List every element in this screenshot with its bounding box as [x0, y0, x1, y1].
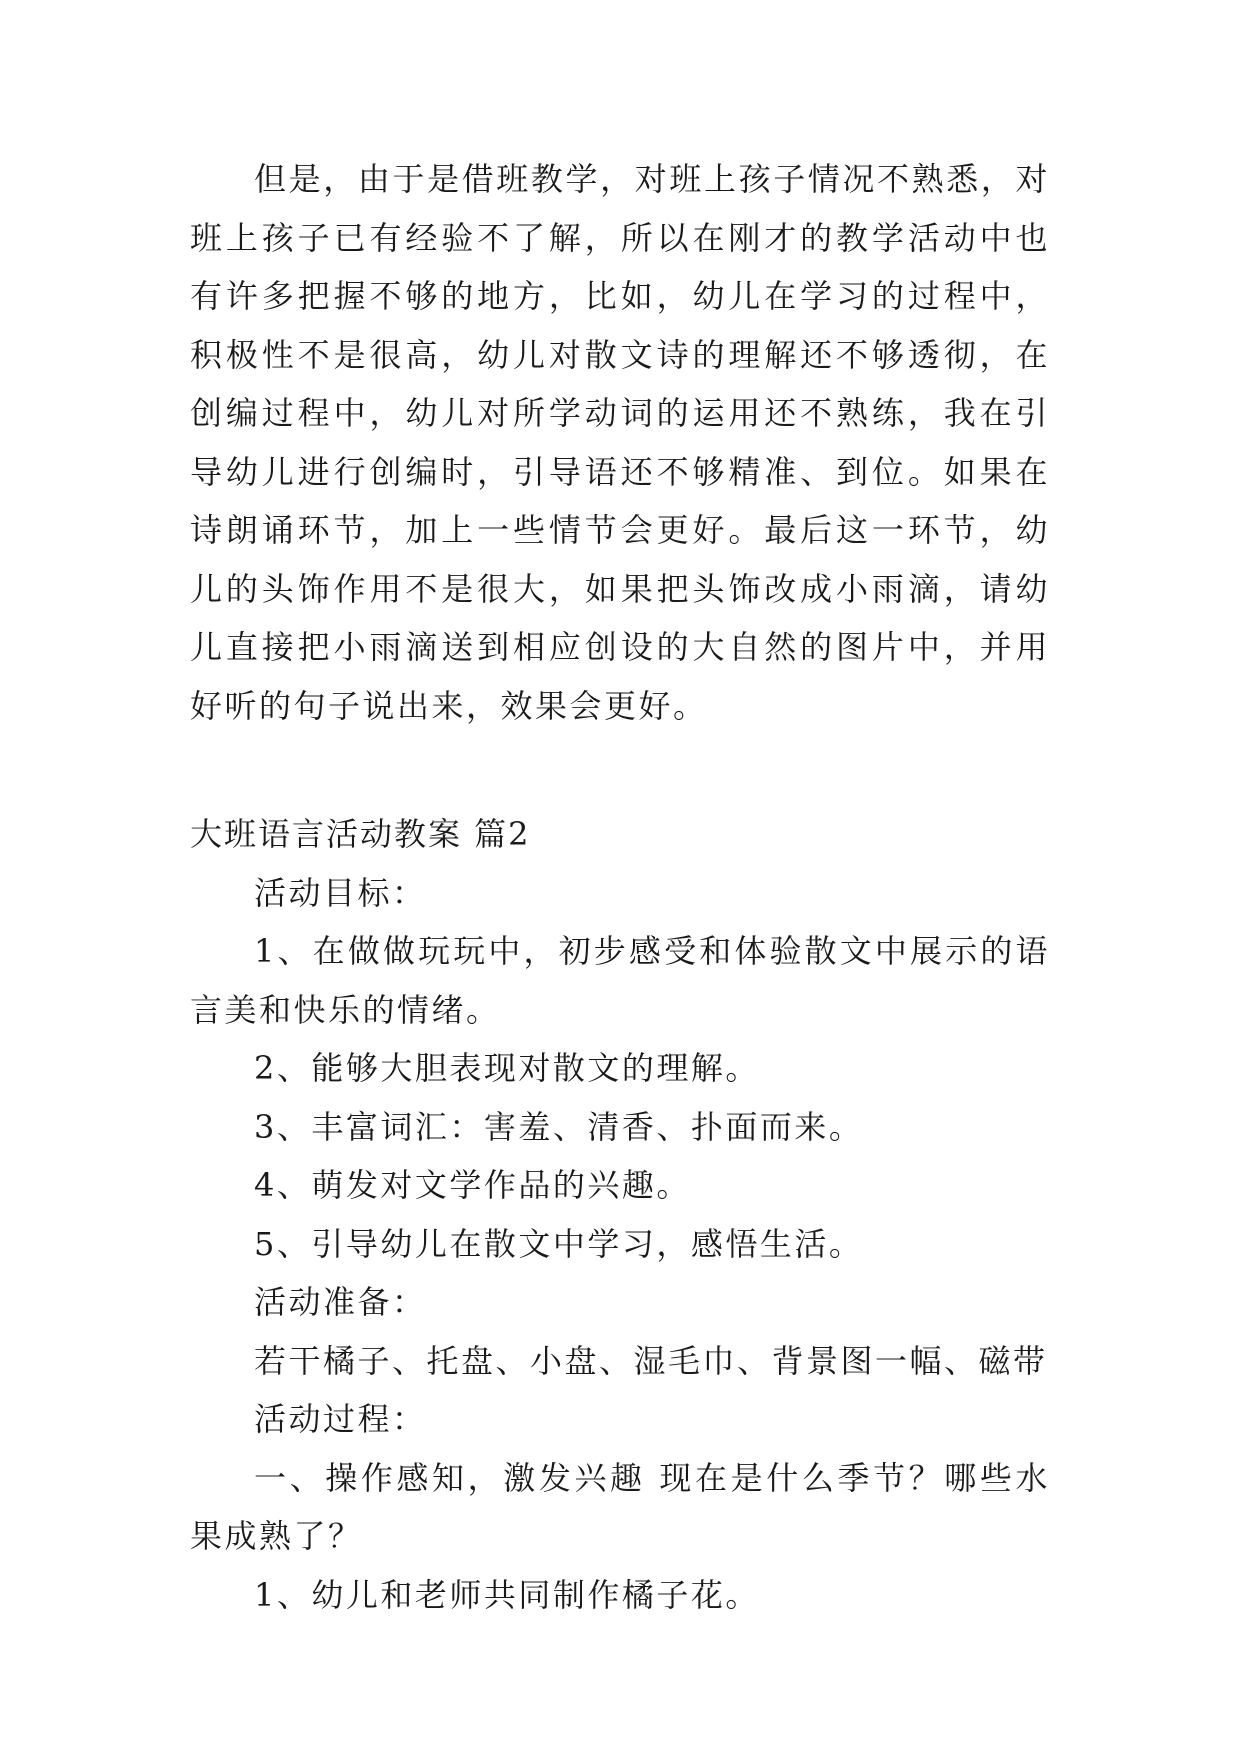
process-step: 1、幼儿和老师共同制作橘子花。	[254, 1575, 760, 1614]
goal-item: 4、萌发对文学作品的兴趣。	[254, 1166, 691, 1204]
process-heading: 活动过程：	[254, 1400, 427, 1438]
goal-item: 2、能够大胆表现对散文的理解。	[254, 1049, 760, 1087]
intro-paragraph: 但是，由于是借班教学，对班上孩子情况不熟悉，对班上孩子已有经验不了解，所以在刚才的教学活动中也有许多把握不够的地方，比如，幼儿在学习的过程中，积极性不是很高，幼儿对散文诗的理解还不够透彻，在创编过程中，幼儿对所学动词的运用还不熟练，我在引导幼儿进行创编时，引导语还不够精准、到位。如果在诗朗诵环节，加上一些情节会更好。最后这一环节，幼儿的头饰作用不是很大，如果把头饰改成小雨滴，请幼儿直接把小雨滴送到相应创设的大自然的图片中，并用好听的句子说出来，效果会更好。	[190, 160, 1050, 725]
process-step: 一、操作感知，激发兴趣 现在是什么季节？哪些水果成熟了？	[190, 1458, 1050, 1555]
section-title: 大班语言活动教案 篇2	[190, 815, 531, 853]
prep-heading: 活动准备：	[254, 1283, 427, 1321]
goal-item: 3、丰富词汇：害羞、清香、扑面而来。	[254, 1107, 864, 1146]
goals-heading: 活动目标：	[254, 873, 427, 912]
document-body	[190, 150, 1050, 1624]
section-spacer	[190, 735, 1050, 805]
goal-item: 5、引导幼儿在散文中学习，感悟生活。	[254, 1224, 864, 1263]
prep-items: 若干橘子、托盘、小盘、湿毛巾、背景图一幅、磁带	[254, 1341, 1048, 1380]
goal-item: 1、在做做玩玩中，初步感受和体验散文中展示的语言美和快乐的情绪。	[190, 932, 1050, 1029]
